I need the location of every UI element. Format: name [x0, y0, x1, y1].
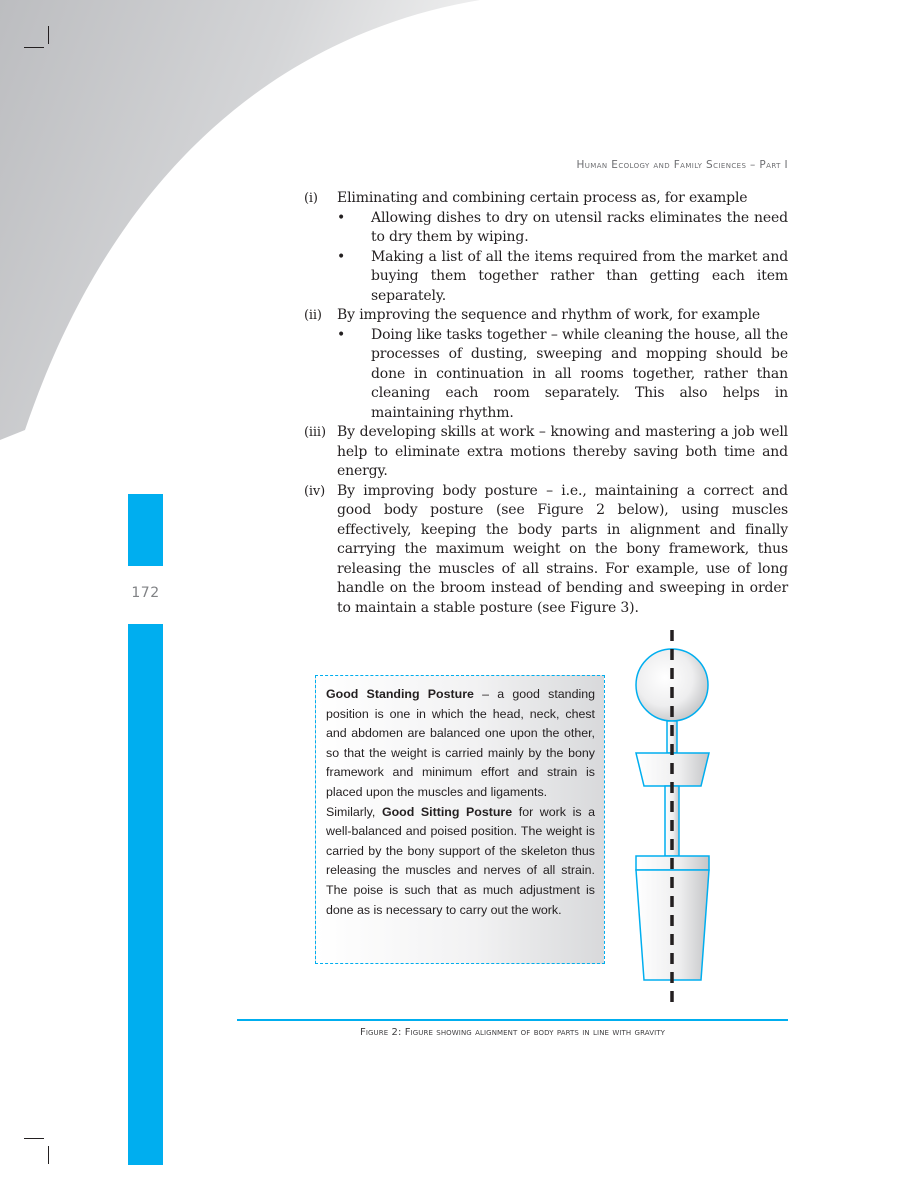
item-text: By improving body posture – i.e., maintaining a correct and good body posture (see Figure 2 below), using muscles effectively, keeping the body parts in alignment and finally carrying the maximum weight on the bony framework, thus releasing the muscles of all strains. For example, use of long handle on the broom instead of bending and sweeping in order to maintain a stable posture (see Figure 3).: [337, 482, 788, 616]
list-item: [304, 189, 788, 306]
sub-list-item: [337, 326, 788, 424]
crop-mark-top-v: [48, 26, 49, 44]
bullet-icon: •: [337, 209, 346, 226]
sub-list-item: [337, 248, 788, 307]
item-text: By improving the sequence and rhythm of work, for example: [337, 307, 761, 323]
standing-posture-title: Good Standing Posture: [326, 687, 474, 701]
sub-list-item: [337, 209, 788, 248]
item-number: (ii): [304, 308, 322, 323]
item-number: (iv): [304, 483, 326, 499]
sub-item-text: Making a list of all the items required from the market and buying them together rather than getting each item separately.: [371, 248, 788, 304]
crop-mark-top-h: [24, 47, 44, 48]
page-number: 172: [131, 585, 160, 601]
margin-bar-lower: [128, 624, 163, 1165]
margin-bar-upper: [128, 494, 163, 566]
sub-item-text: Allowing dishes to dry on utensil racks eliminates the need to dry them by wiping.: [371, 209, 788, 245]
body-text: [304, 189, 788, 618]
item-number: (iii): [304, 425, 326, 440]
list-item: [304, 482, 788, 619]
crop-mark-bottom-v: [48, 1146, 49, 1164]
posture-info-box: [315, 675, 605, 964]
sitting-posture-title: Good Sitting Posture: [381, 804, 513, 819]
running-head: Human Ecology and Family Sciences – Part I: [576, 159, 788, 171]
crop-mark-bottom-h: [24, 1138, 44, 1139]
bullet-icon: •: [337, 248, 346, 265]
bullet-icon: •: [337, 326, 346, 343]
item-text: By developing skills at work – knowing and mastering a job well help to eliminate extra motions thereby saving both time and energy.: [337, 424, 788, 479]
figure-caption: Figure 2: Figure showing alignment of body parts in line with gravity: [360, 1027, 665, 1038]
item-text: Eliminating and combining certain process as, for example: [337, 190, 748, 206]
item-number: (i): [304, 191, 318, 206]
standing-posture-text: – a good standing position is one in which the head, neck, chest and abdomen are balanced one upon the other, so that the weight is carried mainly by the bony framework and minimum effort and strain is placed upon the muscles and ligaments.: [326, 687, 595, 799]
sitting-posture-prefix: Similarly,: [326, 804, 382, 819]
sub-item-text: Doing like tasks together – while cleaning the house, all the processes of dusting, sweeping and mopping should be done in continuation in all rooms together, rather than cleaning each room separately. This also helps in maintaining rhythm.: [371, 326, 788, 421]
list-item: [304, 306, 788, 423]
body-alignment-figure: [625, 628, 725, 1013]
caption-rule: [237, 1019, 788, 1021]
sitting-posture-text: for work is a well-balanced and poised position. The weight is carried by the bony support of the skeleton thus releasing the muscles and nerves of all strain. The poise is such that as much adjustment is done as is necessary to carry out the work.: [326, 804, 596, 917]
list-item: [304, 423, 788, 482]
